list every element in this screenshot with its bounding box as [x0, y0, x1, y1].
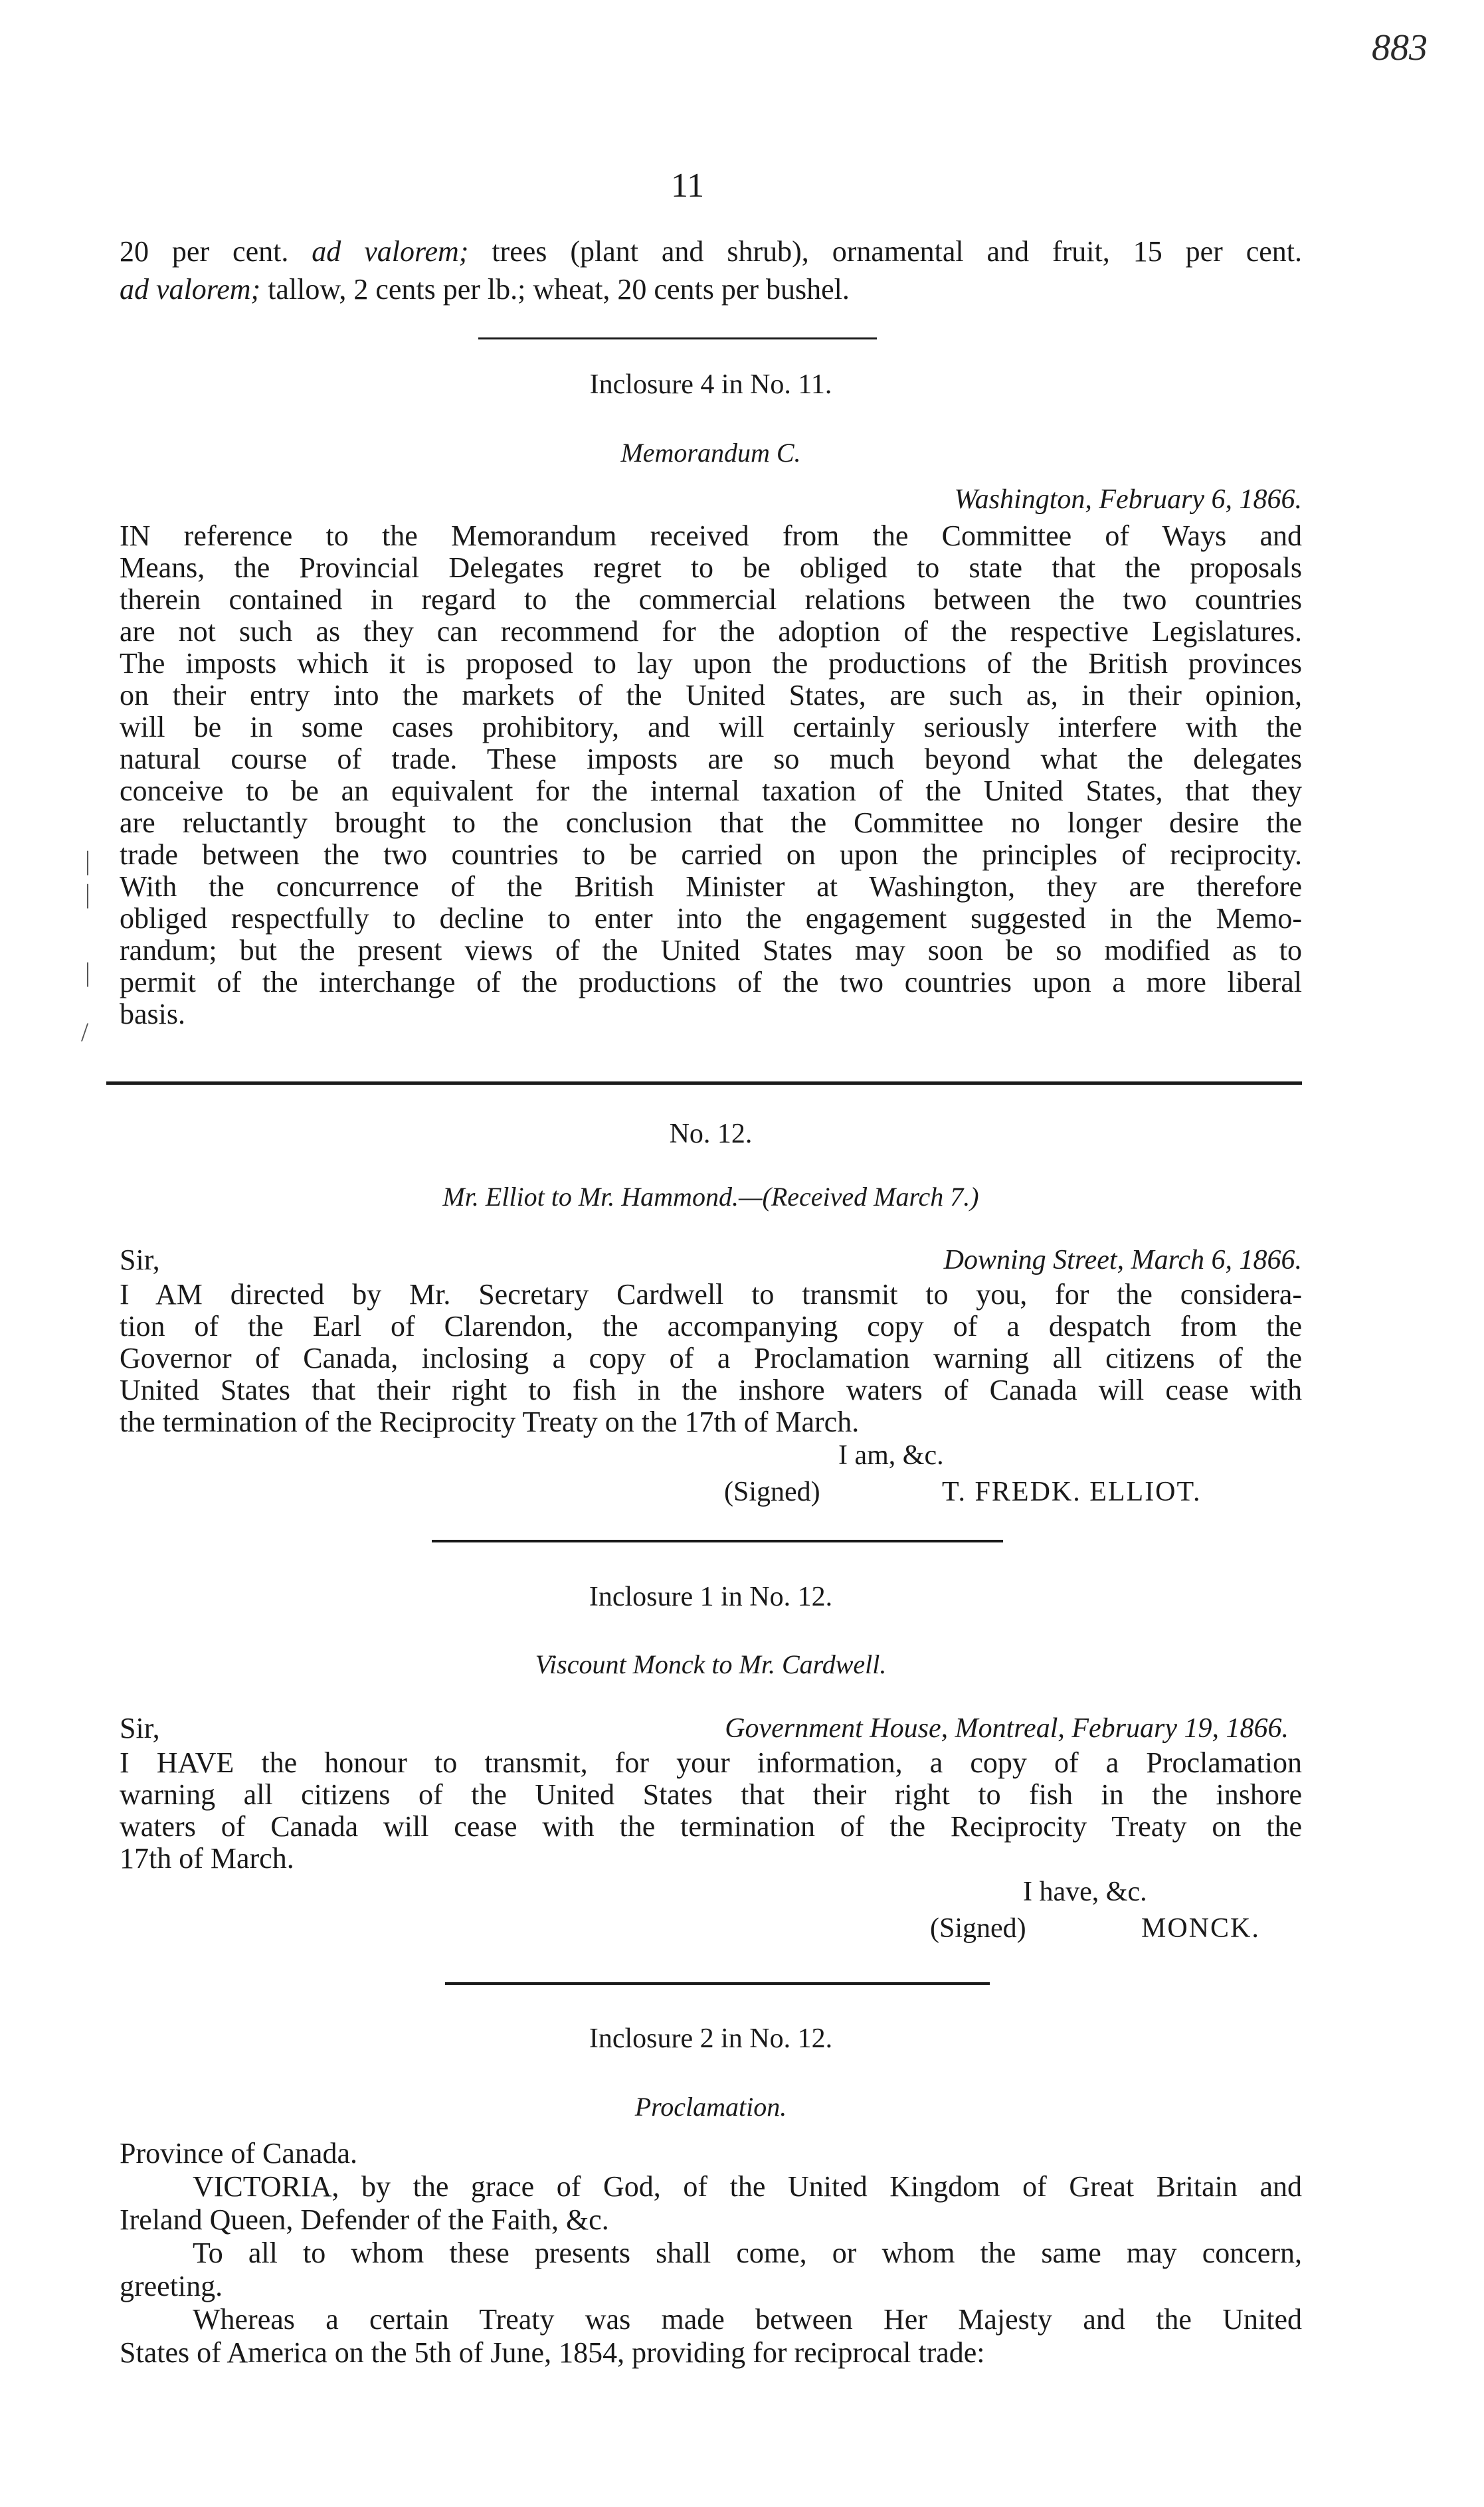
- body-line: I HAVE the honour to transmit, for your information, a copy of a Proclamation: [120, 1746, 1302, 1779]
- body-line: With the concurrence of the British Minister at Washington, they are therefore: [120, 870, 1302, 903]
- section-subheading: Memorandum C.: [620, 438, 801, 468]
- signed-label: (Signed): [930, 1913, 1026, 1944]
- section-subheading: Mr. Elliot to Mr. Hammond.—(Received March 7.): [442, 1182, 979, 1212]
- intro-line-2: ad valorem; tallow, 2 cents per lb.; wheat, 20 cents per bushel.: [120, 273, 850, 306]
- body-line: United States that their right to fish in the inshore waters of Canada will cease with: [120, 1374, 1302, 1406]
- body-line: obliged respectfully to decline to enter into the engagement suggested in the Memo-: [120, 902, 1302, 935]
- margin-mark: /: [81, 1017, 89, 1047]
- body-line: are reluctantly brought to the conclusion that the Committee no longer desire the: [120, 806, 1302, 839]
- body-line: States of America on the 5th of June, 1854, providing for reciprocal trade:: [120, 2336, 985, 2369]
- body-line: randum; but the present views of the United States may soon be so modified as to: [120, 934, 1302, 967]
- signed-label: (Signed): [724, 1477, 820, 1507]
- body-line: Ireland Queen, Defender of the Faith, &c.: [120, 2203, 609, 2236]
- body-line: Governor of Canada, inclosing a copy of a Proclamation warning all citizens of the: [120, 1342, 1302, 1374]
- section-divider: [478, 337, 877, 339]
- body-line-last: the termination of the Reciprocity Treaty on the 17th of March.: [120, 1406, 860, 1438]
- body-line: natural course of trade. These imposts are so much beyond what the delegates: [120, 743, 1302, 775]
- section-heading: Inclosure 1 in No. 12.: [589, 1582, 833, 1612]
- section-heading: No. 12.: [669, 1119, 753, 1149]
- closing: I am, &c.: [838, 1440, 944, 1471]
- margin-mark: |: [85, 957, 91, 987]
- body-line: permit of the interchange of the productions of the two countries upon a more liberal: [120, 966, 1302, 998]
- body-line: warning all citizens of the United States that their right to fish in the inshore: [120, 1778, 1302, 1811]
- page-number: 11: [671, 167, 705, 205]
- signature: MONCK.: [1141, 1913, 1260, 1944]
- body-line: on their entry into the markets of the United States, are such as, in their opinion,: [120, 679, 1302, 711]
- dateline: Government House, Montreal, February 19, 1866.: [725, 1713, 1289, 1744]
- body-line: Means, the Provincial Delegates regret to be obliged to state that the proposals: [120, 551, 1302, 584]
- body-line: tion of the Earl of Clarendon, the accompanying copy of a despatch from the: [120, 1310, 1302, 1343]
- body-line: IN reference to the Memorandum received from the Committee of Ways and: [120, 519, 1302, 552]
- body-line: greeting.: [120, 2270, 223, 2302]
- closing: I have, &c.: [1023, 1877, 1147, 1907]
- section-divider: [432, 1540, 1003, 1542]
- body-line: The imposts which it is proposed to lay upon the productions of the British provinces: [120, 647, 1302, 680]
- body-line: therein contained in regard to the commercial relations between the two countries: [120, 583, 1302, 616]
- body-line: I AM directed by Mr. Secretary Cardwell to transmit to you, for the considera-: [120, 1278, 1302, 1311]
- dateline: Downing Street, March 6, 1866.: [943, 1245, 1302, 1275]
- section-subheading: Proclamation.: [634, 2092, 787, 2122]
- section-heading: Inclosure 4 in No. 11.: [589, 369, 832, 400]
- margin-mark: |: [85, 846, 91, 876]
- section-subheading: Viscount Monck to Mr. Cardwell.: [535, 1649, 887, 1679]
- signature: T. FREDK. ELLIOT.: [942, 1477, 1202, 1507]
- salutation: Sir,: [120, 1244, 160, 1276]
- body-line: trade between the two countries to be carried on upon the principles of reciprocity.: [120, 838, 1302, 871]
- salutation: Sir,: [120, 1712, 160, 1744]
- margin-mark: |: [85, 879, 91, 909]
- archive-folio-mark: 883: [1372, 27, 1428, 68]
- province-line: Province of Canada.: [120, 2137, 357, 2170]
- body-line: To all to whom these presents shall come, or whom the same may concern,: [193, 2237, 1302, 2269]
- body-line-last: basis.: [120, 998, 185, 1030]
- intro-line-1: 20 per cent. ad valorem; trees (plant and shrub), ornamental and fruit, 15 per cent.: [120, 235, 1303, 268]
- section-heading: Inclosure 2 in No. 12.: [589, 2023, 833, 2054]
- body-line: Whereas a certain Treaty was made between Her Majesty and the United: [193, 2303, 1302, 2336]
- body-line: VICTORIA, by the grace of God, of the United Kingdom of Great Britain and: [193, 2170, 1302, 2203]
- dateline: Washington, February 6, 1866.: [954, 484, 1302, 515]
- body-line: will be in some cases prohibitory, and will certainly seriously interfere with the: [120, 711, 1302, 743]
- body-line: are not such as they can recommend for the adoption of the respective Legislatures.: [120, 615, 1302, 648]
- body-line: waters of Canada will cease with the termination of the Reciprocity Treaty on the: [120, 1810, 1302, 1843]
- section-divider: [445, 1982, 990, 1985]
- body-line: conceive to be an equivalent for the internal taxation of the United States, that they: [120, 775, 1302, 807]
- body-line-last: 17th of March.: [120, 1842, 294, 1875]
- section-rule: [106, 1081, 1302, 1085]
